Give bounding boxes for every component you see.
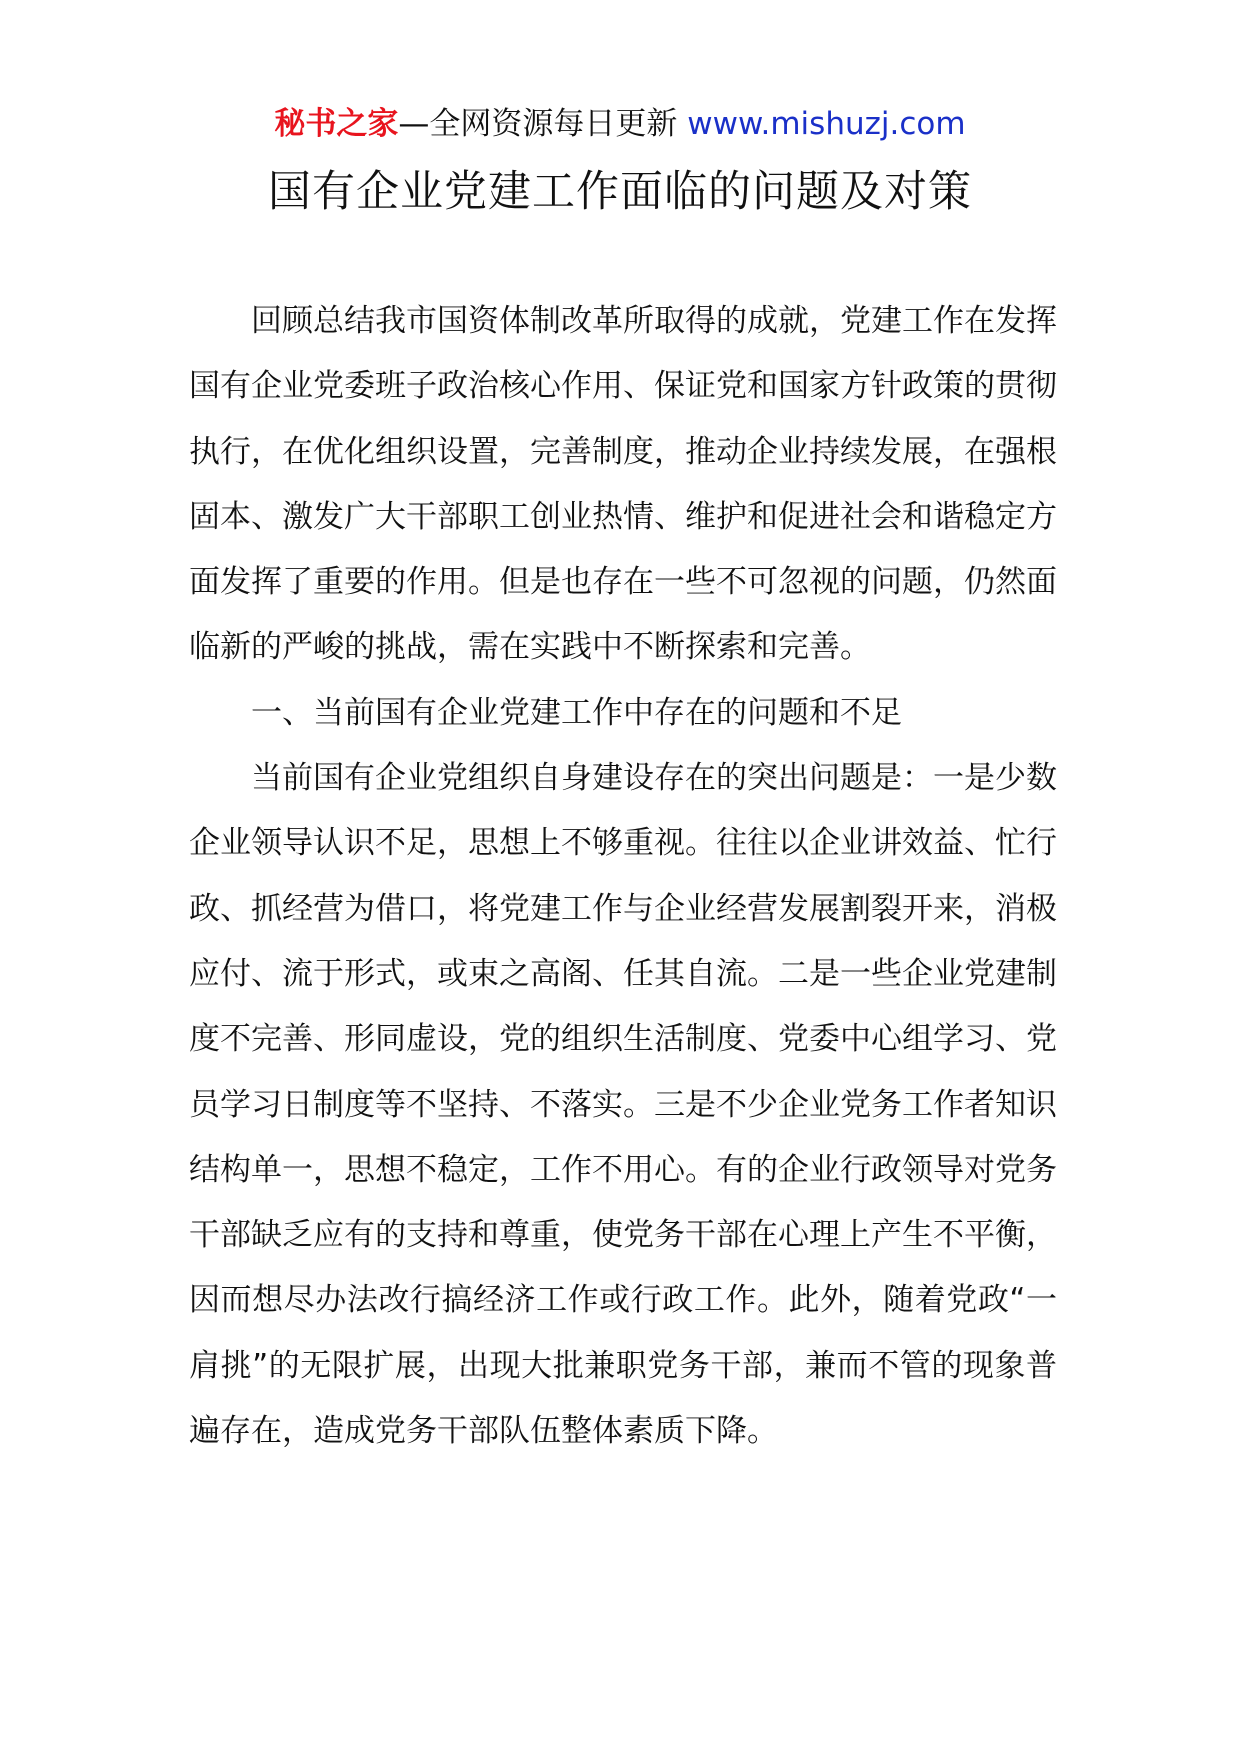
site-tagline: —全网资源每日更新 — [398, 106, 688, 142]
document-title: 国有企业党建工作面临的问题及对策 — [268, 167, 972, 217]
paragraph-intro: 回顾总结我市国资体制改革所取得的成就，党建工作在发挥国有企业党委班子政治核心作用、保证党和国家方针政策的贯彻执行，在优化组织设置，完善制度，推动企业持续发展，在强根固本、激发广大干部职工创业热情、维护和促进社会和谐稳定方面发挥了重要的作用。但是也存在一些不可忽视的问题，仍然面临新的严峻的挑战，需在实践中不断探索和完善。 — [189, 303, 1057, 666]
document-body — [189, 289, 1057, 1464]
site-url-link[interactable]: www.mishuzj.com — [687, 106, 966, 142]
site-header — [0, 98, 1240, 150]
site-brand: 秘书之家 — [274, 106, 399, 142]
section-heading: 一、当前国有企业党建工作中存在的问题和不足 — [251, 694, 902, 731]
paragraph-problems: 当前国有企业党组织自身建设存在的突出问题是：一是少数企业领导认识不足，思想上不够重视。往往以企业讲效益、忙行政、抓经营为借口，将党建工作与企业经营发展割裂开来，消极应付、流于形式，或束之高阁、任其自流。二是一些企业党建制度不完善、形同虚设，党的组织生活制度、党委中心组学习、党员学习日制度等不坚持、不落实。三是不少企业党务工作者知识结构单一，思想不稳定，工作不用心。有的企业行政领导对党务干部缺乏应有的支持和尊重，使党务干部在心理上产生不平衡，因而想尽办法改行搞经济工作或行政工作。此外，随着党政“一肩挑”的无限扩展，出现大批兼职党务干部，兼而不管的现象普遍存在，造成党务干部队伍整体素质下降。 — [189, 760, 1057, 1450]
